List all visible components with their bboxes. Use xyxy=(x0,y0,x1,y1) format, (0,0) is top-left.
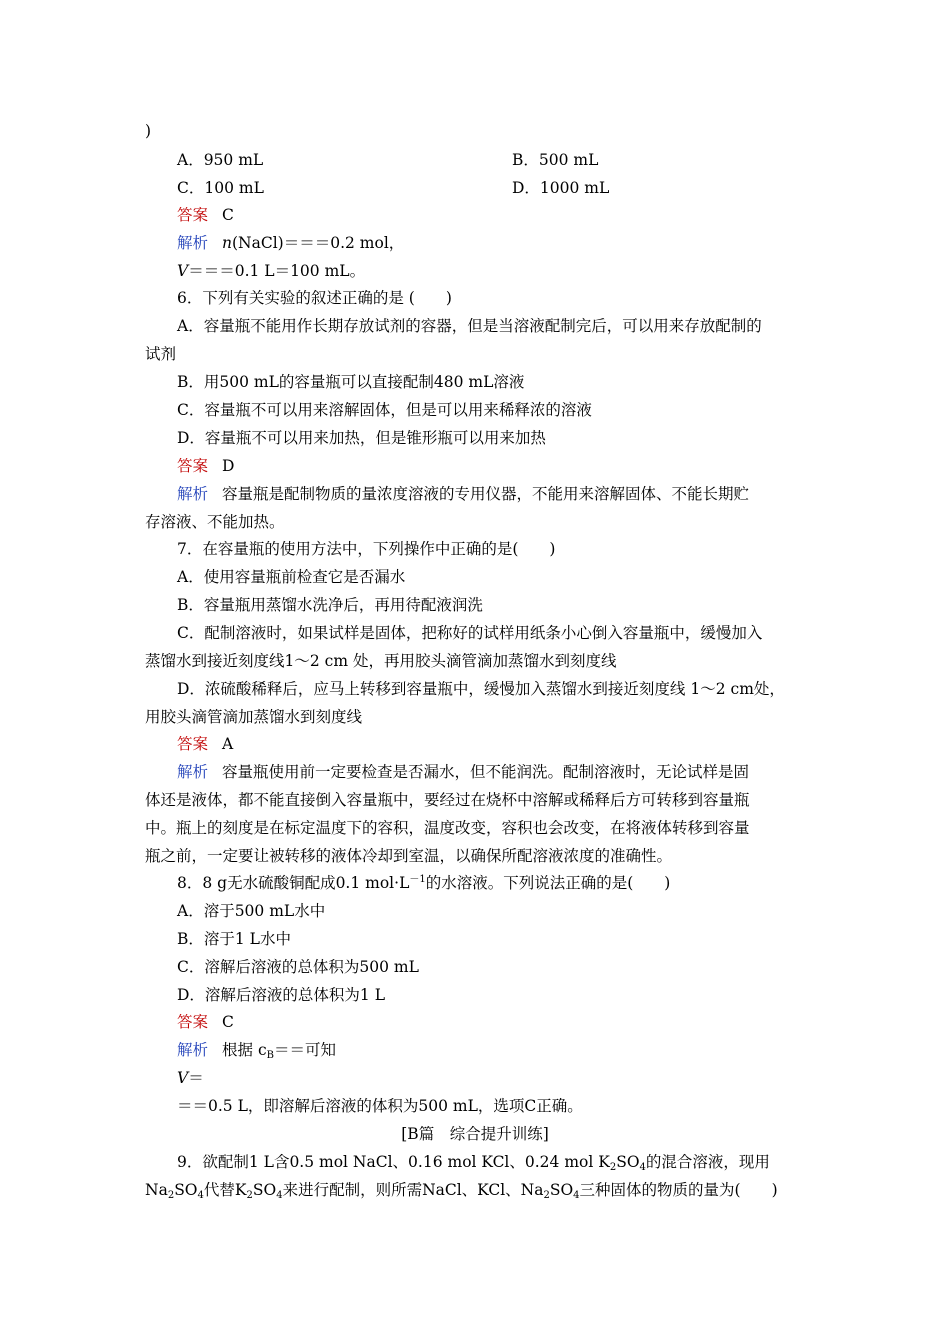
q8-analysis-line-2 xyxy=(177,1068,204,1088)
symbol-v: V xyxy=(177,262,189,280)
q7-option-c-line-1: C．配制溶液时，如果试样是固体，把称好的试样用纸条小心倒入容量瓶中，缓慢加入 xyxy=(177,624,763,642)
q8-option-b: B．溶于1 L水中 xyxy=(177,930,291,948)
q5-analysis-line-2 xyxy=(177,261,365,281)
q8-stem-text-tail: 的水溶液。下列说法正确的是( ) xyxy=(425,874,671,892)
q8-option-d: D．溶解后溶液的总体积为1 L xyxy=(177,986,386,1004)
answer-value: C xyxy=(222,206,234,224)
q5-paren-tail: ) xyxy=(145,122,152,140)
q7-option-c-line-2: 蒸馏水到接近刻度线1～2 cm 处，再用胶头滴管滴加蒸馏水到刻度线 xyxy=(145,652,617,670)
subscript: 2 xyxy=(609,1162,617,1173)
q8-option-a: A．溶于500 mL水中 xyxy=(177,902,326,920)
q7-analysis-line-3: 中。瓶上的刻度是在标定温度下的容积，温度改变，容积也会改变，在将液体转移到容量 xyxy=(145,819,750,837)
q9-text: 的混合溶液，现用 xyxy=(645,1153,770,1171)
q5-analysis-line-1 xyxy=(177,233,404,253)
q9-text: Na xyxy=(145,1181,168,1199)
q7-analysis-line-2: 体还是液体，都不能直接倒入容量瓶中，要经过在烧杯中溶解或稀释后方可转移到容量瓶 xyxy=(145,791,750,809)
q5-option-c: C．100 mL xyxy=(177,179,264,197)
q8-stem xyxy=(177,873,670,893)
q7-analysis-line-4: 瓶之前，一定要让被转移的液体冷却到室温，以确保所配溶液浓度的准确性。 xyxy=(145,847,673,865)
q7-stem: 7．在容量瓶的使用方法中，下列操作中正确的是( ) xyxy=(177,540,556,558)
answer-label: 答案 xyxy=(177,457,209,475)
analysis-label: 解析 xyxy=(177,234,209,252)
q9-stem-line-1 xyxy=(177,1152,770,1172)
answer-value: D xyxy=(222,457,235,475)
q7-analysis-line-1 xyxy=(177,762,749,782)
q7-option-a: A．使用容量瓶前检查它是否漏水 xyxy=(177,568,406,586)
subscript: 2 xyxy=(246,1190,253,1201)
symbol-n: n xyxy=(222,234,232,252)
answer-value: A xyxy=(222,735,234,753)
q6-option-a-line-2: 试剂 xyxy=(145,345,177,363)
analysis-text: 容量瓶是配制物质的量浓度溶液的专用仪器，不能用来溶解固体、不能长期贮 xyxy=(222,485,750,503)
q9-text: 代替K xyxy=(203,1181,247,1199)
analysis-label: 解析 xyxy=(177,763,209,781)
q9-text: 三种固体的物质的量为( ) xyxy=(579,1181,778,1199)
q6-option-c: C．容量瓶不可以用来溶解固体，但是可以用来稀释浓的溶液 xyxy=(177,401,592,419)
q9-text: SO xyxy=(549,1181,574,1199)
answer-label: 答案 xyxy=(177,735,209,753)
answer-label: 答案 xyxy=(177,1013,209,1031)
q7-option-d-line-1: D．浓硫酸稀释后，应马上转移到容量瓶中，缓慢加入蒸馏水到接近刻度线 1～2 cm处， xyxy=(177,680,785,698)
q5-option-b: B．500 mL xyxy=(512,151,599,169)
analysis-text: ＝ xyxy=(188,1069,204,1087)
section-b-heading: [B篇 综合提升训练] xyxy=(401,1125,549,1143)
q8-analysis-line-1 xyxy=(177,1040,336,1060)
q7-option-b: B．容量瓶用蒸馏水洗净后，再用待配液润洗 xyxy=(177,596,483,614)
q8-option-c: C．溶解后溶液的总体积为500 mL xyxy=(177,958,419,976)
analysis-label: 解析 xyxy=(177,485,209,503)
analysis-text: 根据 c xyxy=(222,1041,267,1059)
subscript: 4 xyxy=(276,1190,283,1201)
q8-stem-exponent: －1 xyxy=(409,874,426,885)
q5-answer xyxy=(177,205,234,225)
subscript-b: B xyxy=(266,1050,274,1061)
q8-analysis-line-3: ＝＝0.5 L，即溶解后溶液的体积为500 mL，选项C正确。 xyxy=(177,1097,583,1115)
q8-answer xyxy=(177,1012,234,1032)
q9-text: 来进行配制，则所需NaCl、KCl、Na xyxy=(282,1181,544,1199)
q7-answer xyxy=(177,734,233,754)
q8-stem-text: 8．8 g无水硫酸铜配成0.1 mol·L xyxy=(177,874,410,892)
q5-option-d: D．1000 mL xyxy=(512,179,610,197)
q9-text: SO xyxy=(174,1181,198,1199)
q9-text: 9．欲配制1 L含0.5 mol NaCl、0.16 mol KCl、0.24 mol K xyxy=(177,1153,610,1171)
q9-text: SO xyxy=(252,1181,277,1199)
answer-value: C xyxy=(222,1013,234,1031)
subscript: 2 xyxy=(543,1190,550,1201)
q6-analysis-line-2: 存溶液、不能加热。 xyxy=(145,513,285,531)
subscript: 4 xyxy=(639,1162,646,1173)
analysis-text: (NaCl)＝＝＝0.2 mol， xyxy=(232,234,405,252)
q7-option-d-line-2: 用胶头滴管滴加蒸馏水到刻度线 xyxy=(145,708,363,726)
symbol-v: V xyxy=(177,1069,189,1087)
q6-option-b: B．用500 mL的容量瓶可以直接配制480 mL溶液 xyxy=(177,373,525,391)
q6-option-d: D．容量瓶不可以用来加热，但是锥形瓶可以用来加热 xyxy=(177,429,546,447)
q6-option-a-line-1: A．容量瓶不能用作长期存放试剂的容器，但是当溶液配制完后，可以用来存放配制的 xyxy=(177,317,762,335)
q6-analysis-line-1 xyxy=(177,484,749,504)
q6-stem: 6．下列有关实验的叙述正确的是 ( ) xyxy=(177,289,452,307)
answer-label: 答案 xyxy=(177,206,209,224)
q9-stem-line-2 xyxy=(145,1180,778,1200)
analysis-label: 解析 xyxy=(177,1041,209,1059)
analysis-text-tail: ＝＝可知 xyxy=(273,1041,336,1059)
subscript: 4 xyxy=(197,1190,204,1201)
analysis-text: 容量瓶使用前一定要检查是否漏水，但不能润洗。配制溶液时，无论试样是固 xyxy=(222,763,750,781)
q9-text: SO xyxy=(616,1153,640,1171)
analysis-text: ＝＝＝0.1 L＝100 mL。 xyxy=(188,262,366,280)
q6-answer xyxy=(177,456,234,476)
subscript: 2 xyxy=(167,1190,175,1201)
subscript: 4 xyxy=(573,1190,580,1201)
q5-option-a: A．950 mL xyxy=(177,151,264,169)
